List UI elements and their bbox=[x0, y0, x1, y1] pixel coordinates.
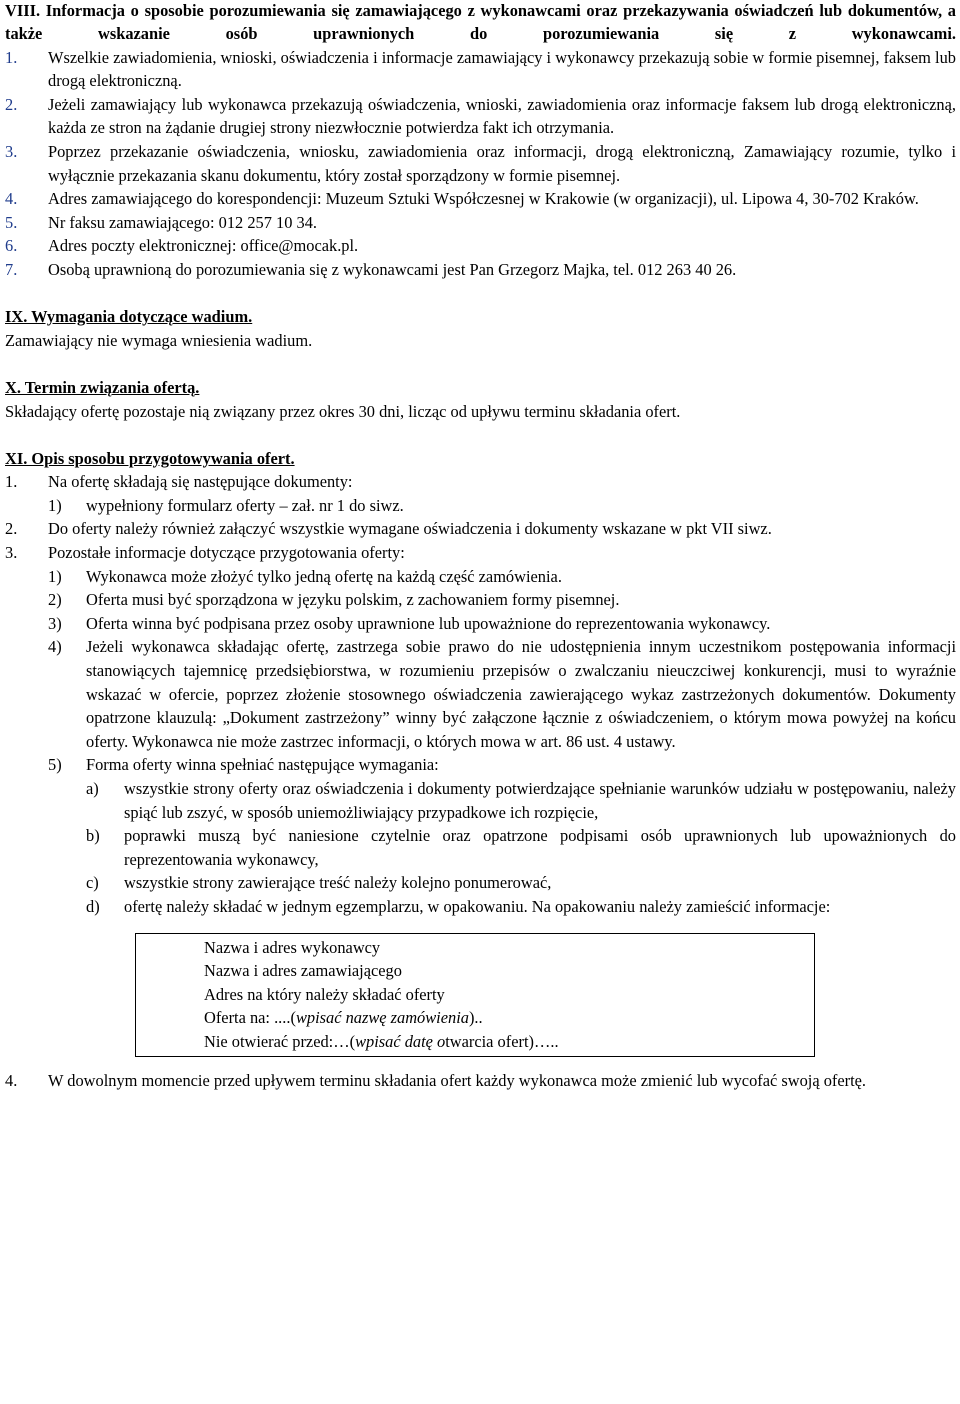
item-text: Forma oferty winna spełniać następujące wymagania: bbox=[86, 755, 439, 775]
box-open-suffix: twarcia ofert)….. bbox=[445, 1031, 559, 1051]
item-number: 3) bbox=[48, 613, 62, 633]
item-number: 2) bbox=[48, 590, 62, 610]
box-offer-prefix: Oferta na: ....( bbox=[204, 1008, 296, 1028]
item-text: Nr faksu zamawiającego: 012 257 10 34. bbox=[48, 212, 317, 232]
sub-list-item bbox=[5, 612, 956, 636]
item-text: Jeżeli zamawiający lub wykonawca przekazują oświadczenia, wnioski, zawiadomienia oraz informacje faksem lub drogą elektroniczną, każda ze stron na żądanie drugiej strony niezwłocznie potwierdza fakt ich otrzymania. bbox=[48, 94, 956, 138]
sub-list-item bbox=[5, 494, 956, 518]
item-number: 2. bbox=[5, 519, 18, 539]
item-number: 5) bbox=[48, 755, 62, 775]
item-text: poprawki muszą być naniesione czytelnie oraz opatrzone podpisami osób uprawnionych lub upoważnionych do reprezentowania wykonawcy, bbox=[124, 826, 956, 869]
sub-sub-list-item bbox=[5, 824, 956, 871]
item-text: Poprzez przekazanie oświadczenia, wniosku, zawiadomienia oraz informacji, drogą elektroniczną, Zamawiający rozumie, tylko i wyłącznie przekazania skanu dokumentu, który został sporządzony w formie pisemnej. bbox=[48, 141, 956, 185]
item-number: 6. bbox=[5, 236, 18, 256]
item-text: Osobą uprawnioną do porozumiewania się z wykonawcami jest Pan Grzegorz Majka, tel. 012 263 40 26. bbox=[48, 259, 737, 279]
list-item bbox=[5, 470, 956, 494]
list-item bbox=[5, 211, 956, 235]
item-text: ofertę należy składać w jednym egzemplarzu, w opakowaniu. Na opakowaniu należy zamieścić informacje: bbox=[124, 896, 831, 916]
item-number: 1) bbox=[48, 495, 62, 515]
item-text: Do oferty należy również załączyć wszystkie wymagane oświadczenia i dokumenty wskazane w pkt VII siwz. bbox=[48, 519, 772, 539]
box-offer-italic: wpisać nazwę zamówienia bbox=[295, 1008, 469, 1028]
section-ix-heading: IX. Wymagania dotyczące wadium. bbox=[5, 307, 253, 327]
section-viii-heading bbox=[5, 0, 956, 46]
sub-list-item bbox=[5, 588, 956, 612]
envelope-label-box bbox=[135, 933, 815, 1057]
item-number: 4. bbox=[5, 1070, 18, 1090]
list-item bbox=[5, 234, 956, 258]
list-item bbox=[5, 1069, 956, 1093]
box-line-offer-for bbox=[204, 1006, 814, 1030]
item-text: Adres poczty elektronicznej: office@mocak.pl. bbox=[48, 236, 359, 256]
item-text: wszystkie strony zawierające treść należy kolejno ponumerować, bbox=[124, 873, 552, 893]
sub-list-item bbox=[5, 635, 956, 753]
item-text: Wszelkie zawiadomienia, wnioski, oświadczenia i informacje zamawiający i wykonawcy przekazują sobie w formie pisemnej, faksem lub drogą elektroniczną. bbox=[48, 47, 956, 91]
item-text: Oferta winna być podpisana przez osoby uprawnione lub upoważnione do reprezentowania wykonawcy. bbox=[86, 613, 771, 633]
list-item bbox=[5, 93, 956, 140]
item-text: Adres zamawiającego do korespondencji: Muzeum Sztuki Współczesnej w Krakowie (w organizacji), ul. Lipowa 4, 30-702 Kraków. bbox=[48, 189, 919, 209]
item-number: 5. bbox=[5, 212, 18, 232]
box-line-contractor: Nazwa i adres wykonawcy bbox=[204, 937, 381, 957]
envelope-label-box-wrapper bbox=[5, 933, 956, 1057]
sub-sub-list-item bbox=[5, 777, 956, 824]
section-viii-title: VIII. Informacja o sposobie porozumiewania się zamawiającego z wykonawcami oraz przekazywania oświadczeń lub dokumentów, a także wskazanie osób uprawnionych do porozumiewania się z wykonawcami. bbox=[5, 1, 956, 43]
item-text: Na ofertę składają się następujące dokumenty: bbox=[48, 472, 353, 492]
item-text: Oferta musi być sporządzona w języku polskim, z zachowaniem formy pisemnej. bbox=[86, 590, 620, 610]
box-line-address: Adres na który należy składać oferty bbox=[204, 984, 445, 1004]
section-viii-list bbox=[5, 46, 956, 282]
section-x-heading: X. Termin związania ofertą. bbox=[5, 377, 200, 397]
section-x-text: Składający ofertę pozostaje nią związany przez okres 30 dni, licząc od upływu terminu składania ofert. bbox=[5, 401, 681, 421]
section-ix-text: Zamawiający nie wymaga wniesienia wadium. bbox=[5, 330, 313, 350]
item-number: 4. bbox=[5, 189, 18, 209]
item-text: W dowolnym momencie przed upływem terminu składania ofert każdy wykonawca może zmienić lub wycofać swoją ofertę. bbox=[48, 1070, 867, 1090]
sub-list-item bbox=[5, 753, 956, 777]
item-number: a) bbox=[86, 779, 99, 798]
item-number: 7. bbox=[5, 259, 18, 279]
item-number: 1) bbox=[48, 566, 62, 586]
item-number: 4) bbox=[48, 637, 62, 657]
item-text: Pozostałe informacje dotyczące przygotowania oferty: bbox=[48, 543, 405, 563]
item-text: Jeżeli wykonawca składając ofertę, zastrzega sobie prawo do nie udostępnienia innym uczestnikom postępowania informacji stanowiących tajemnicę przedsiębiorstwa, w rozumieniu przepisów o zwalczaniu nieuczciwej konkurencji, musi to wyraźnie wskazać w ofercie, poprzez złożenie stosownego oświadczenia zawierającego wykaz zastrzeżonych dokumentów. Dokumenty opatrzone klauzulą: „Dokument zastrzeżony” winny być załączone łącznie z oświadczeniem, o którym mowa powyżej na końcu oferty. Wykonawca nie może zastrzec informacji, o których mowa w art. 86 ust. 4 ustawy. bbox=[86, 637, 956, 751]
section-xi-heading: XI. Opis sposobu przygotowywania ofert. bbox=[5, 448, 295, 468]
box-open-italic: wpisać datę o bbox=[355, 1031, 446, 1051]
list-item bbox=[5, 140, 956, 187]
sub-list-item bbox=[5, 565, 956, 589]
sub-sub-list-item bbox=[5, 871, 956, 895]
list-item bbox=[5, 46, 956, 93]
sub-sub-list-item bbox=[5, 895, 956, 919]
item-number: d) bbox=[86, 896, 100, 916]
item-text: Wykonawca może złożyć tylko jedną ofertę na każdą część zamówienia. bbox=[86, 566, 562, 586]
item-number: 3. bbox=[5, 543, 18, 563]
item-number: b) bbox=[86, 826, 100, 846]
box-line-purchaser: Nazwa i adres zamawiającego bbox=[204, 961, 402, 981]
list-item bbox=[5, 187, 956, 211]
list-item bbox=[5, 258, 956, 282]
item-number: 3. bbox=[5, 141, 18, 161]
item-number: c) bbox=[86, 873, 99, 893]
item-number: 2. bbox=[5, 94, 18, 114]
list-item bbox=[5, 541, 956, 565]
box-open-prefix: Nie otwierać przed:…( bbox=[204, 1031, 356, 1051]
item-text: wypełniony formularz oferty – zał. nr 1 do siwz. bbox=[86, 495, 404, 515]
item-text: wszystkie strony oferty oraz oświadczenia i dokumenty potwierdzające spełnianie warunków udziału w postępowaniu, należy spiąć lub zszyć, w sposób uniemożliwiający przypadkowe ich rozpięcie, bbox=[124, 779, 956, 822]
box-line-do-not-open bbox=[204, 1030, 814, 1054]
item-number: 1. bbox=[5, 472, 18, 492]
item-number: 1. bbox=[5, 47, 18, 67]
box-offer-suffix: ).. bbox=[468, 1008, 483, 1028]
list-item bbox=[5, 517, 956, 541]
